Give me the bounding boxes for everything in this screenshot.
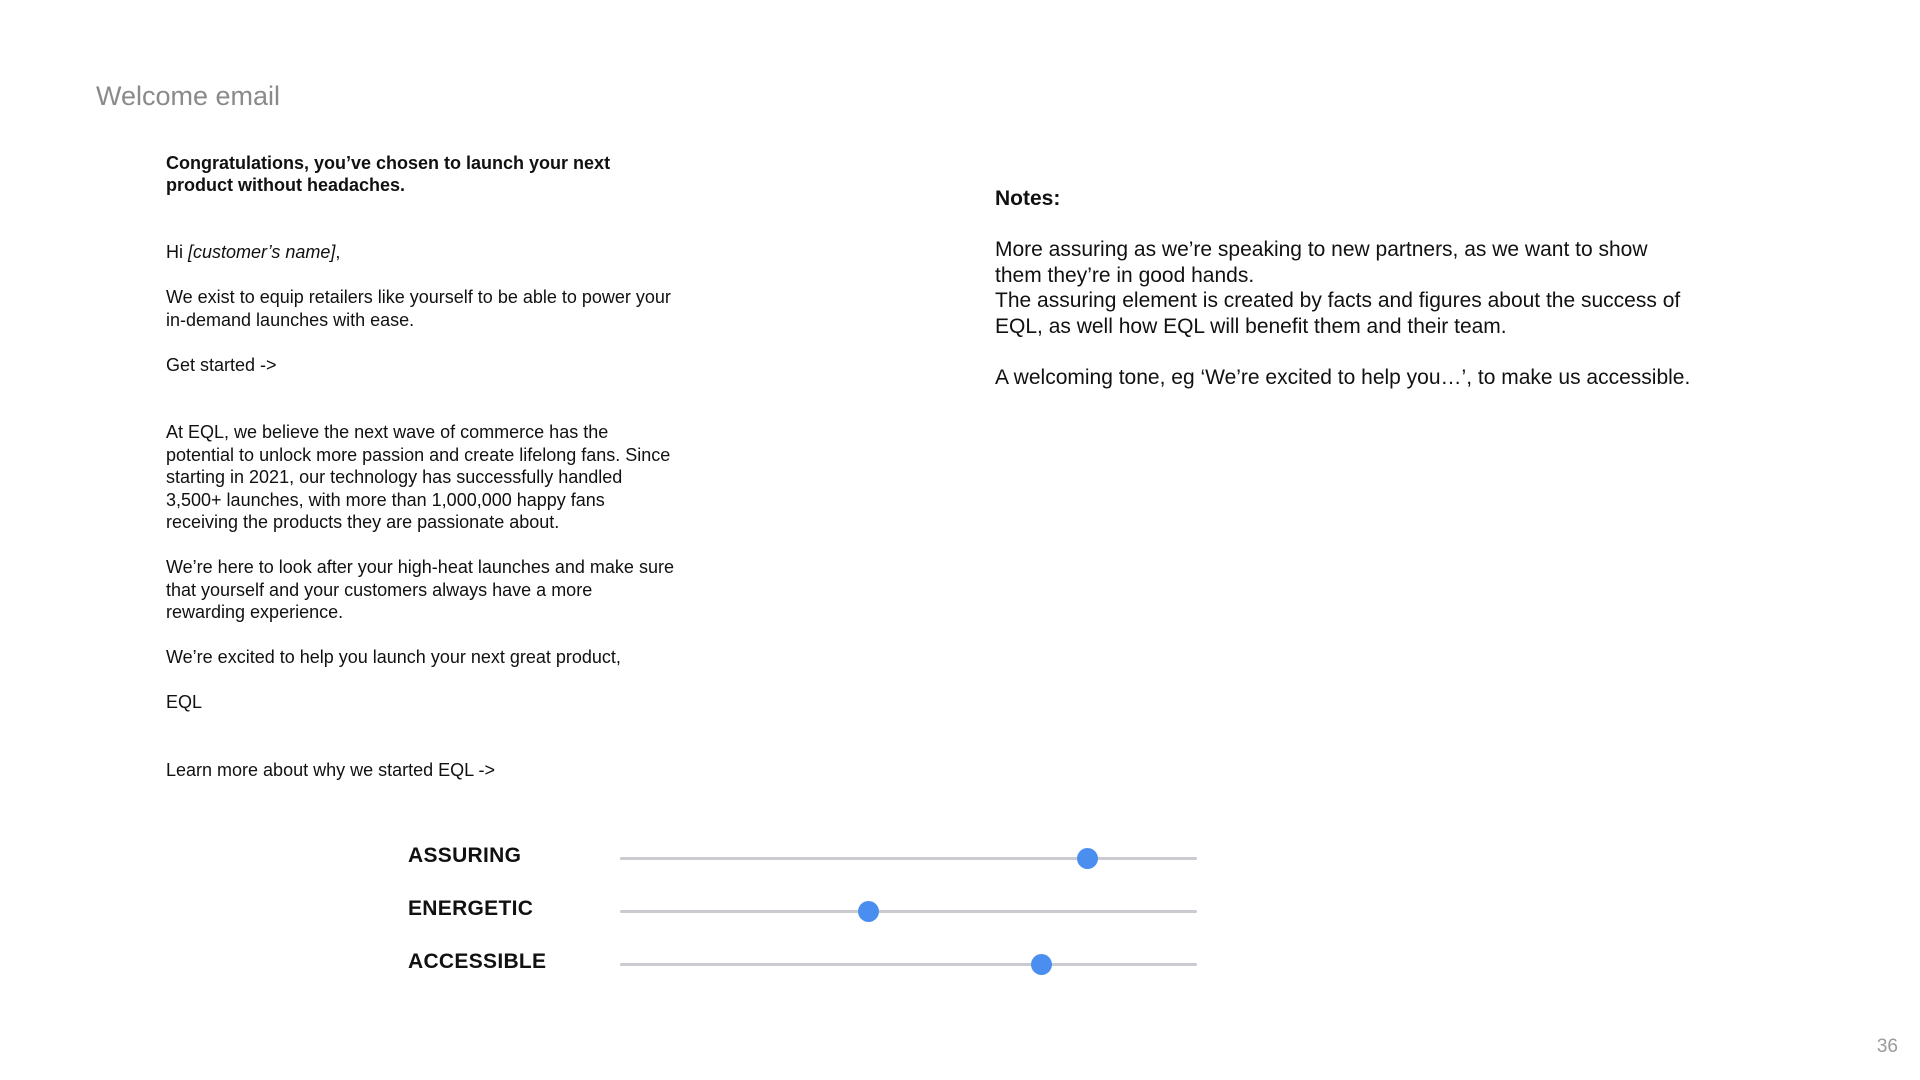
page-number: 36 bbox=[1876, 1036, 1898, 1057]
slider-label-assuring: ASSURING bbox=[408, 844, 522, 867]
learn-more-link[interactable]: Learn more about why we started EQL -> bbox=[166, 759, 496, 780]
slider-thumb-accessible[interactable] bbox=[1031, 954, 1052, 975]
slider-thumb-energetic[interactable] bbox=[858, 901, 879, 922]
tone-sliders bbox=[408, 836, 1208, 995]
notes-paragraph-3: A welcoming tone, eg ‘We’re excited to help you…’, to make us accessible. bbox=[995, 366, 1691, 390]
slide-title: Welcome email bbox=[96, 81, 281, 111]
slider-track-assuring[interactable] bbox=[620, 857, 1197, 860]
slider-thumb-assuring[interactable] bbox=[1077, 848, 1098, 869]
greeting-prefix: Hi bbox=[166, 242, 188, 262]
email-body-paragraph-2: We’re here to look after your high-heat launches and make sure that yourself and your customers always have a more rewarding experience. bbox=[166, 557, 674, 622]
slider-assuring bbox=[408, 836, 1208, 889]
email-intro: We exist to equip retailers like yourself to be able to power your in-demand launches with ease. bbox=[166, 287, 671, 330]
slider-energetic bbox=[408, 889, 1208, 942]
slider-label-energetic: ENERGETIC bbox=[408, 897, 534, 920]
email-draft bbox=[166, 152, 676, 781]
notes-paragraph-2: The assuring element is created by facts and figures about the success of EQL, as well how EQL will benefit them and their team. bbox=[995, 289, 1681, 338]
greeting-suffix: , bbox=[335, 242, 341, 262]
email-signature: EQL bbox=[166, 692, 203, 712]
notes-panel bbox=[995, 186, 1695, 391]
email-subject: Congratulations, you’ve chosen to launch your next product without headaches. bbox=[166, 153, 611, 195]
slider-accessible bbox=[408, 942, 1208, 995]
email-closing: We’re excited to help you launch your next great product, bbox=[166, 647, 621, 667]
get-started-link[interactable]: Get started -> bbox=[166, 354, 277, 375]
notes-heading: Notes: bbox=[995, 187, 1061, 210]
email-body-paragraph-1: At EQL, we believe the next wave of commerce has the potential to unlock more passion and create lifelong fans. Since starting in 2021, our technology has successfully handled 3,500+ launches, with more than 1,000,000 happy fans receiving the products they are passionate about. bbox=[166, 422, 671, 532]
slider-track-energetic[interactable] bbox=[620, 910, 1197, 913]
customer-name-placeholder: [customer’s name] bbox=[188, 242, 336, 262]
notes-paragraph-1: More assuring as we’re speaking to new partners, as we want to show them they’re in good hands. bbox=[995, 238, 1648, 287]
slider-label-accessible: ACCESSIBLE bbox=[408, 950, 547, 973]
slider-track-accessible[interactable] bbox=[620, 963, 1197, 966]
email-greeting bbox=[166, 241, 676, 264]
